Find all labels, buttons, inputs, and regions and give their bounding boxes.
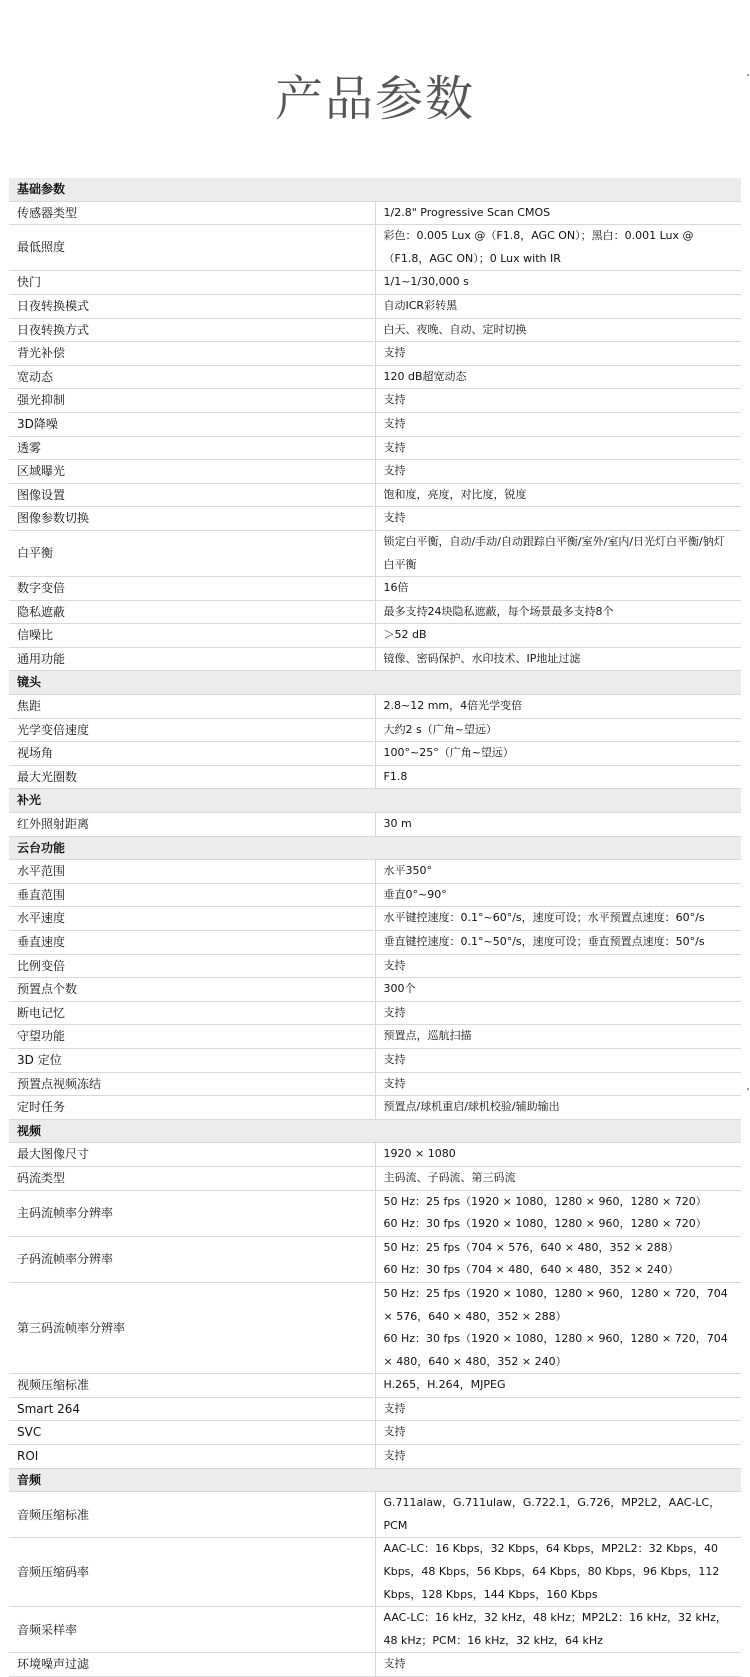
param-value: 支持 (375, 954, 741, 978)
table-row (9, 695, 741, 719)
param-name: 通用功能 (9, 647, 375, 671)
param-name: 宽动态 (9, 365, 375, 389)
param-name: 音频压缩码率 (9, 1538, 375, 1607)
param-value: 支持 (375, 1445, 741, 1469)
table-row (9, 1166, 741, 1190)
table-row (9, 1397, 741, 1421)
param-value: 支持 (375, 1072, 741, 1096)
param-name: 音频压缩标准 (9, 1492, 375, 1538)
param-name: 3D降噪 (9, 412, 375, 436)
param-name: 红外照射距离 (9, 813, 375, 837)
table-row (9, 1001, 741, 1025)
table-row (9, 1374, 741, 1398)
param-name: 最低照度 (9, 225, 375, 271)
param-value: 支持 (375, 1653, 741, 1677)
param-name: 主码流帧率分辨率 (9, 1190, 375, 1236)
table-row (9, 412, 741, 436)
param-name: 视场角 (9, 742, 375, 766)
table-row (9, 718, 741, 742)
param-name: 垂直范围 (9, 883, 375, 907)
param-value: 白天、夜晚、自动、定时切换 (375, 318, 741, 342)
param-value: 镜像、密码保护、水印技术、IP地址过滤 (375, 647, 741, 671)
param-value: 1/2.8" Progressive Scan CMOS (375, 201, 741, 225)
param-name: 子码流帧率分辨率 (9, 1236, 375, 1282)
param-value: ＞52 dB (375, 624, 741, 648)
table-row (9, 954, 741, 978)
param-value: 100°~25°（广角~望远） (375, 742, 741, 766)
param-value: 1920 × 1080 (375, 1143, 741, 1167)
table-row (9, 483, 741, 507)
param-name: 音频采样率 (9, 1607, 375, 1653)
param-value: 垂直0°~90° (375, 883, 741, 907)
table-row (9, 1025, 741, 1049)
param-name: 透雾 (9, 436, 375, 460)
param-name: 信噪比 (9, 624, 375, 648)
table-row (9, 365, 741, 389)
table-row (9, 860, 741, 884)
table-row (9, 1190, 741, 1236)
table-row (9, 460, 741, 484)
param-value: 300个 (375, 978, 741, 1002)
param-name: 图像设置 (9, 483, 375, 507)
table-row (9, 342, 741, 366)
param-value: 支持 (375, 412, 741, 436)
param-value: 120 dB超宽动态 (375, 365, 741, 389)
table-row (9, 1096, 741, 1120)
param-name: 最大光圈数 (9, 765, 375, 789)
param-name: 焦距 (9, 695, 375, 719)
table-row (9, 1492, 741, 1538)
table-row (9, 507, 741, 531)
table-row (9, 1445, 741, 1469)
table-row (9, 1143, 741, 1167)
param-name: 水平范围 (9, 860, 375, 884)
param-name: 视频压缩标准 (9, 1374, 375, 1398)
section-title: 镜头 (9, 671, 741, 695)
edge-mark (747, 1088, 749, 1090)
section-title: 视频 (9, 1119, 741, 1143)
param-name: SVC (9, 1421, 375, 1445)
page-title: 产品参数 (274, 71, 475, 127)
param-name: 白平衡 (9, 530, 375, 576)
param-name: 数字变倍 (9, 577, 375, 601)
table-row (9, 978, 741, 1002)
table-row (9, 436, 741, 460)
table-row (9, 600, 741, 624)
param-name: 垂直速度 (9, 931, 375, 955)
param-name: 图像参数切换 (9, 507, 375, 531)
param-name: 比例变倍 (9, 954, 375, 978)
param-name: 3D 定位 (9, 1048, 375, 1072)
section-title: 基础参数 (9, 178, 741, 201)
param-name: 日夜转换方式 (9, 318, 375, 342)
param-name: 快门 (9, 271, 375, 295)
param-name: 强光抑制 (9, 389, 375, 413)
param-value: 锁定白平衡，自动/手动/自动跟踪白平衡/室外/室内/日光灯白平衡/钠灯白平衡 (375, 530, 741, 576)
param-value: 彩色：0.005 Lux @（F1.8，AGC ON）；黑白：0.001 Lux @（F1.8，AGC ON）；0 Lux with IR (375, 225, 741, 271)
param-value: AAC-LC：16 Kbps，32 Kbps，64 Kbps，MP2L2：32 Kbps，40 Kbps，48 Kbps，56 Kbps，64 Kbps，80 Kbps，96 Kbps，112 Kbps，128 Kbps，144 Kbps，160 Kbps (375, 1538, 741, 1607)
param-value: 自动ICR彩转黑 (375, 294, 741, 318)
table-row (9, 931, 741, 955)
param-value: G.711alaw，G.711ulaw，G.722.1，G.726，MP2L2，AAC-LC，PCM (375, 1492, 741, 1538)
table-row (9, 647, 741, 671)
param-value: 30 m (375, 813, 741, 837)
param-value: 50 Hz：25 fps（1920 × 1080，1280 × 960，1280 × 720） 60 Hz：30 fps（1920 × 1080，1280 × 960，1280 × 720） (375, 1190, 741, 1236)
param-value: 50 Hz：25 fps（1920 × 1080，1280 × 960，1280 × 720，704 × 576，640 × 480，352 × 288） 60 Hz：30 fps（1920 × 1080，1280 × 960，1280 × 720，704 × 480，640 × 480，352 × 240） (375, 1282, 741, 1373)
param-name: ROI (9, 1445, 375, 1469)
edge-mark (747, 74, 749, 76)
table-row (9, 624, 741, 648)
param-value: H.265，H.264，MJPEG (375, 1374, 741, 1398)
section-title: 补光 (9, 789, 741, 813)
section-title: 云台功能 (9, 836, 741, 860)
param-name: 日夜转换模式 (9, 294, 375, 318)
table-row (9, 813, 741, 837)
param-value: 16倍 (375, 577, 741, 601)
param-value: 支持 (375, 1421, 741, 1445)
param-value: 支持 (375, 1397, 741, 1421)
param-value: AAC-LC：16 kHz，32 kHz，48 kHz；MP2L2：16 kHz，32 kHz，48 kHz；PCM：16 kHz，32 kHz，64 kHz (375, 1607, 741, 1653)
param-value: 水平350° (375, 860, 741, 884)
param-value: 大约2 s（广角~望远） (375, 718, 741, 742)
table-row (9, 742, 741, 766)
table-row (9, 577, 741, 601)
spec-table-body (9, 178, 741, 1677)
table-row (9, 1236, 741, 1282)
table-row (9, 271, 741, 295)
param-value: 最多支持24块隐私遮蔽，每个场景最多支持8个 (375, 600, 741, 624)
table-row (9, 907, 741, 931)
section-header (9, 178, 741, 201)
param-name: 光学变倍速度 (9, 718, 375, 742)
param-name: 定时任务 (9, 1096, 375, 1120)
table-row (9, 1421, 741, 1445)
param-value: 水平键控速度：0.1°~60°/s，速度可设；水平预置点速度：60°/s (375, 907, 741, 931)
table-row (9, 318, 741, 342)
table-row (9, 389, 741, 413)
param-value: 50 Hz：25 fps（704 × 576，640 × 480，352 × 288） 60 Hz：30 fps（704 × 480，640 × 480，352 × 240） (375, 1236, 741, 1282)
param-name: 区域曝光 (9, 460, 375, 484)
param-value: 支持 (375, 460, 741, 484)
table-row (9, 1048, 741, 1072)
table-row (9, 225, 741, 271)
table-row (9, 530, 741, 576)
table-row (9, 1653, 741, 1677)
spec-table (9, 178, 741, 1677)
param-name: 预置点视频冻结 (9, 1072, 375, 1096)
section-header (9, 789, 741, 813)
section-header (9, 836, 741, 860)
table-row (9, 201, 741, 225)
section-header (9, 1119, 741, 1143)
param-name: 传感器类型 (9, 201, 375, 225)
param-name: Smart 264 (9, 1397, 375, 1421)
table-row (9, 1072, 741, 1096)
param-name: 码流类型 (9, 1166, 375, 1190)
param-value: 1/1~1/30,000 s (375, 271, 741, 295)
section-header (9, 1468, 741, 1492)
param-value: 支持 (375, 389, 741, 413)
param-value: 垂直键控速度：0.1°~50°/s，速度可设；垂直预置点速度：50°/s (375, 931, 741, 955)
param-name: 第三码流帧率分辨率 (9, 1282, 375, 1373)
table-row (9, 1282, 741, 1373)
section-title: 音频 (9, 1468, 741, 1492)
table-row (9, 294, 741, 318)
param-name: 最大图像尺寸 (9, 1143, 375, 1167)
param-name: 隐私遮蔽 (9, 600, 375, 624)
table-row (9, 1538, 741, 1607)
table-row (9, 883, 741, 907)
param-value: 饱和度，亮度，对比度，锐度 (375, 483, 741, 507)
param-value: 2.8~12 mm，4倍光学变倍 (375, 695, 741, 719)
param-value: 支持 (375, 507, 741, 531)
param-name: 预置点个数 (9, 978, 375, 1002)
section-header (9, 671, 741, 695)
param-name: 断电记忆 (9, 1001, 375, 1025)
param-value: 预置点/球机重启/球机校验/辅助输出 (375, 1096, 741, 1120)
param-value: 支持 (375, 1048, 741, 1072)
table-row (9, 765, 741, 789)
param-value: 支持 (375, 1001, 741, 1025)
param-name: 水平速度 (9, 907, 375, 931)
param-name: 环境噪声过滤 (9, 1653, 375, 1677)
param-value: 预置点，巡航扫描 (375, 1025, 741, 1049)
param-name: 守望功能 (9, 1025, 375, 1049)
param-value: F1.8 (375, 765, 741, 789)
param-value: 主码流、子码流、第三码流 (375, 1166, 741, 1190)
table-row (9, 1607, 741, 1653)
param-value: 支持 (375, 436, 741, 460)
param-name: 背光补偿 (9, 342, 375, 366)
param-value: 支持 (375, 342, 741, 366)
